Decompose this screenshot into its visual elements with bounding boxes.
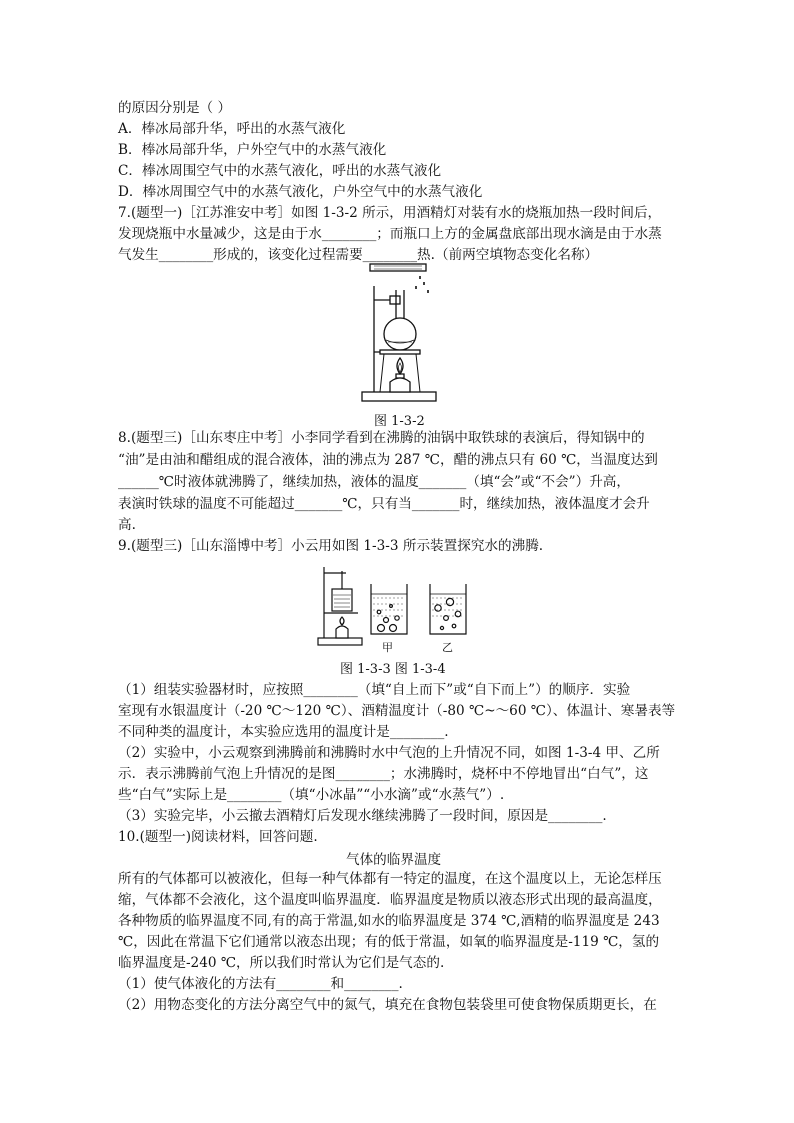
figure-boiling-apparatus [316,563,366,647]
question-7-line: 发现烧瓶中水量减少，这是由于水________；而瓶口上方的金属盘底部出现水滴是由于水蒸 [118,226,662,242]
label-yi: 乙 [442,641,453,654]
question-9-line: 9.(题型三)［山东淄博中考］小云用如图 1-3-3 所示装置探究水的沸腾. [118,538,544,554]
question-8-line: 8.(题型三)［山东枣庄中考］小李同学看到在沸腾的油锅中取铁球的表演后，得知锅中的 [118,430,645,446]
question-7-line: 7.(题型一)［江苏淮安中考］如图 1-3-2 所示，用酒精灯对装有水的烧瓶加热一段时间后， [118,205,662,221]
question-10-part2: （2）用物态变化的方法分离空气中的氮气，填充在食物包装袋里可使食物保质期更长，在 [118,997,657,1013]
question-9-part2: 示．表示沸腾前气泡上升情况的是图________；水沸腾时，烧杯中不停地冒出“白气”，这 [118,766,649,782]
figure-caption: 图 1-3-3 图 1-3-4 [340,662,446,677]
text-line: 的原因分别是（ ） [118,100,232,116]
label-jia: 甲 [382,641,393,654]
article-paragraph: 各种物质的临界温度不同,有的高于常温,如水的临界温度是 374 ℃,酒精的临界温度是 243 [118,913,660,929]
option-a: A．棒冰局部升华，呼出的水蒸气液化 [118,121,346,137]
option-b: B．棒冰局部升华，户外空气中的水蒸气液化 [118,142,387,158]
article-title: 气体的临界温度 [346,852,442,868]
article-paragraph: 所有的气体都可以被液化，但每一种气体都有一特定的温度，在这个温度以上，无论怎样压 [118,871,662,887]
question-8-line: 表演时铁球的温度不可能超过_______℃，只有当_______时，继续加热，液体温度才会升 [118,496,650,512]
article-paragraph: 临界温度是-240 ℃，所以我们时常认为它们是气态的. [118,955,445,971]
figure-flask-apparatus [356,262,442,404]
figure-beaker-jia [369,582,409,638]
figure-beaker-yi [428,582,468,638]
question-9-part3: （3）实验完毕，小云撤去酒精灯后发现水继续沸腾了一段时间，原因是________. [118,808,607,824]
question-9-part1: （1）组装实验器材时，应按照________（填“自上而下”或“自下而上”）的顺序．实验 [118,682,631,698]
article-paragraph: 缩，气体都不会液化，这个温度叫临界温度．临界温度是物质以液态形式出现的最高温度， [118,892,662,908]
question-10-part1: （1）使气体液化的方法有________和________. [118,976,403,992]
question-8-line: “油”是由油和醋组成的混合液体，油的沸点为 287 ℃，醋的沸点只有 60 ℃，当温度达到 [118,452,658,468]
question-9-part2: （2）实验中，小云观察到沸腾前和沸腾时水中气泡的上升情况不同，如图 1-3-4 甲、乙所 [118,745,660,761]
question-10-line: 10.(题型一)阅读材料，回答问题. [118,829,318,845]
article-paragraph: ℃，因此在常温下它们通常以液态出现；有的低于常温，如氧的临界温度是-119 ℃，氢的 [118,934,660,950]
question-9-part2: 些“白气”实际上是________（填“小冰晶”“小水滴”或“水蒸气”）. [118,787,505,803]
option-c: C．棒冰周围空气中的水蒸气液化，呼出的水蒸气液化 [118,163,442,179]
question-8-line: 高. [118,517,136,533]
question-7-line: 气发生________形成的，该变化过程需要________热.（前两空填物态变化名称） [118,247,599,263]
question-9-part1: 室现有水银温度计（-20 ℃～120 ℃）、酒精温度计（-80 ℃~～60 ℃）、体温计、寒暑表等 [118,703,676,719]
question-8-line: ______℃时液体就沸腾了，继续加热，液体的温度_______（填“会”或“不会”）升高， [118,474,630,490]
option-d: D．棒冰周围空气中的水蒸气液化，户外空气中的水蒸气液化 [118,184,483,200]
figure-caption: 图 1-3-2 [374,414,425,429]
question-9-part1: 不同种类的温度计，本实验应选用的温度计是________. [118,724,449,740]
